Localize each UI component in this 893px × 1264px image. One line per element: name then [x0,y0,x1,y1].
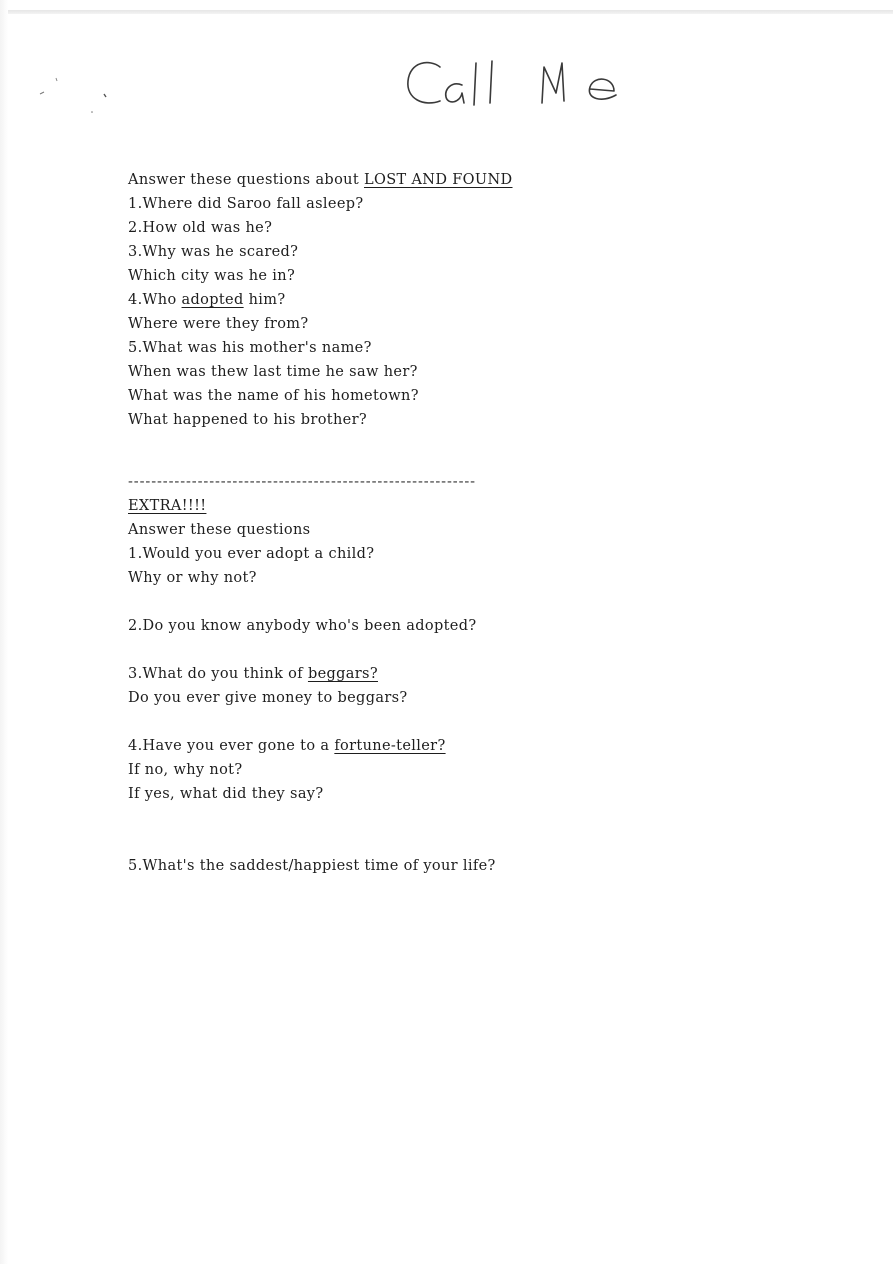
extra-question-4-prefix: 4.Have you ever gone to a [128,738,330,754]
extra-question-1b: Why or why not? [128,570,257,586]
part1-topic: LOST AND FOUND [363,172,513,188]
extra-question-3 [128,662,768,686]
question-5: 5.What was his mother's name? [128,340,372,356]
scan-specks [36,72,116,116]
extra-question-2: 2.Do you know anybody who's been adopted? [128,618,477,634]
svg-text:Call Me: Call Me [402,99,446,113]
extra-question-4-keyword: fortune-teller? [334,738,446,754]
scan-edge-top [0,10,893,14]
extra-question-3-prefix: 3.What do you think of [128,666,303,682]
extra-question-3-keyword: beggars? [307,666,378,682]
extra-question-4 [128,734,768,758]
question-4-prefix: 4.Who [128,292,177,308]
extra-question-4b: If no, why not? [128,762,243,778]
question-5b: When was thew last time he saw her? [128,364,418,380]
question-2: 2.How old was he? [128,220,273,236]
section-divider: ------------------------------------------------------------ [128,474,476,490]
question-4-suffix: him? [248,292,286,308]
extra-question-4c: If yes, what did they say? [128,786,324,802]
extra-question-1: 1.Would you ever adopt a child? [128,546,375,562]
spacer [128,432,768,456]
question-4 [128,288,768,312]
spacer [128,456,768,470]
worksheet [128,168,768,878]
question-3: 3.Why was he scared? [128,244,299,260]
question-5c: What was the name of his hometown? [128,388,419,404]
extra-intro: Answer these questions [128,522,311,538]
question-4b: Where were they from? [128,316,309,332]
question-5d: What happened to his brother? [128,412,367,428]
extra-question-5: 5.What's the saddest/happiest time of your life? [128,858,496,874]
spacer [128,590,768,614]
extra-heading-text: EXTRA!!!! [128,498,207,514]
question-1: 1.Where did Saroo fall asleep? [128,196,364,212]
extra-question-3b: Do you ever give money to beggars? [128,690,408,706]
scan-edge-left [0,0,8,1264]
part1-intro-text: Answer these questions about [128,172,360,188]
spacer [128,806,768,854]
question-3b: Which city was he in? [128,268,296,284]
part1-intro [128,168,768,192]
extra-heading [128,494,768,518]
question-4-keyword: adopted [181,292,244,308]
spacer [128,710,768,734]
spacer [128,638,768,662]
handwritten-title [400,55,625,115]
